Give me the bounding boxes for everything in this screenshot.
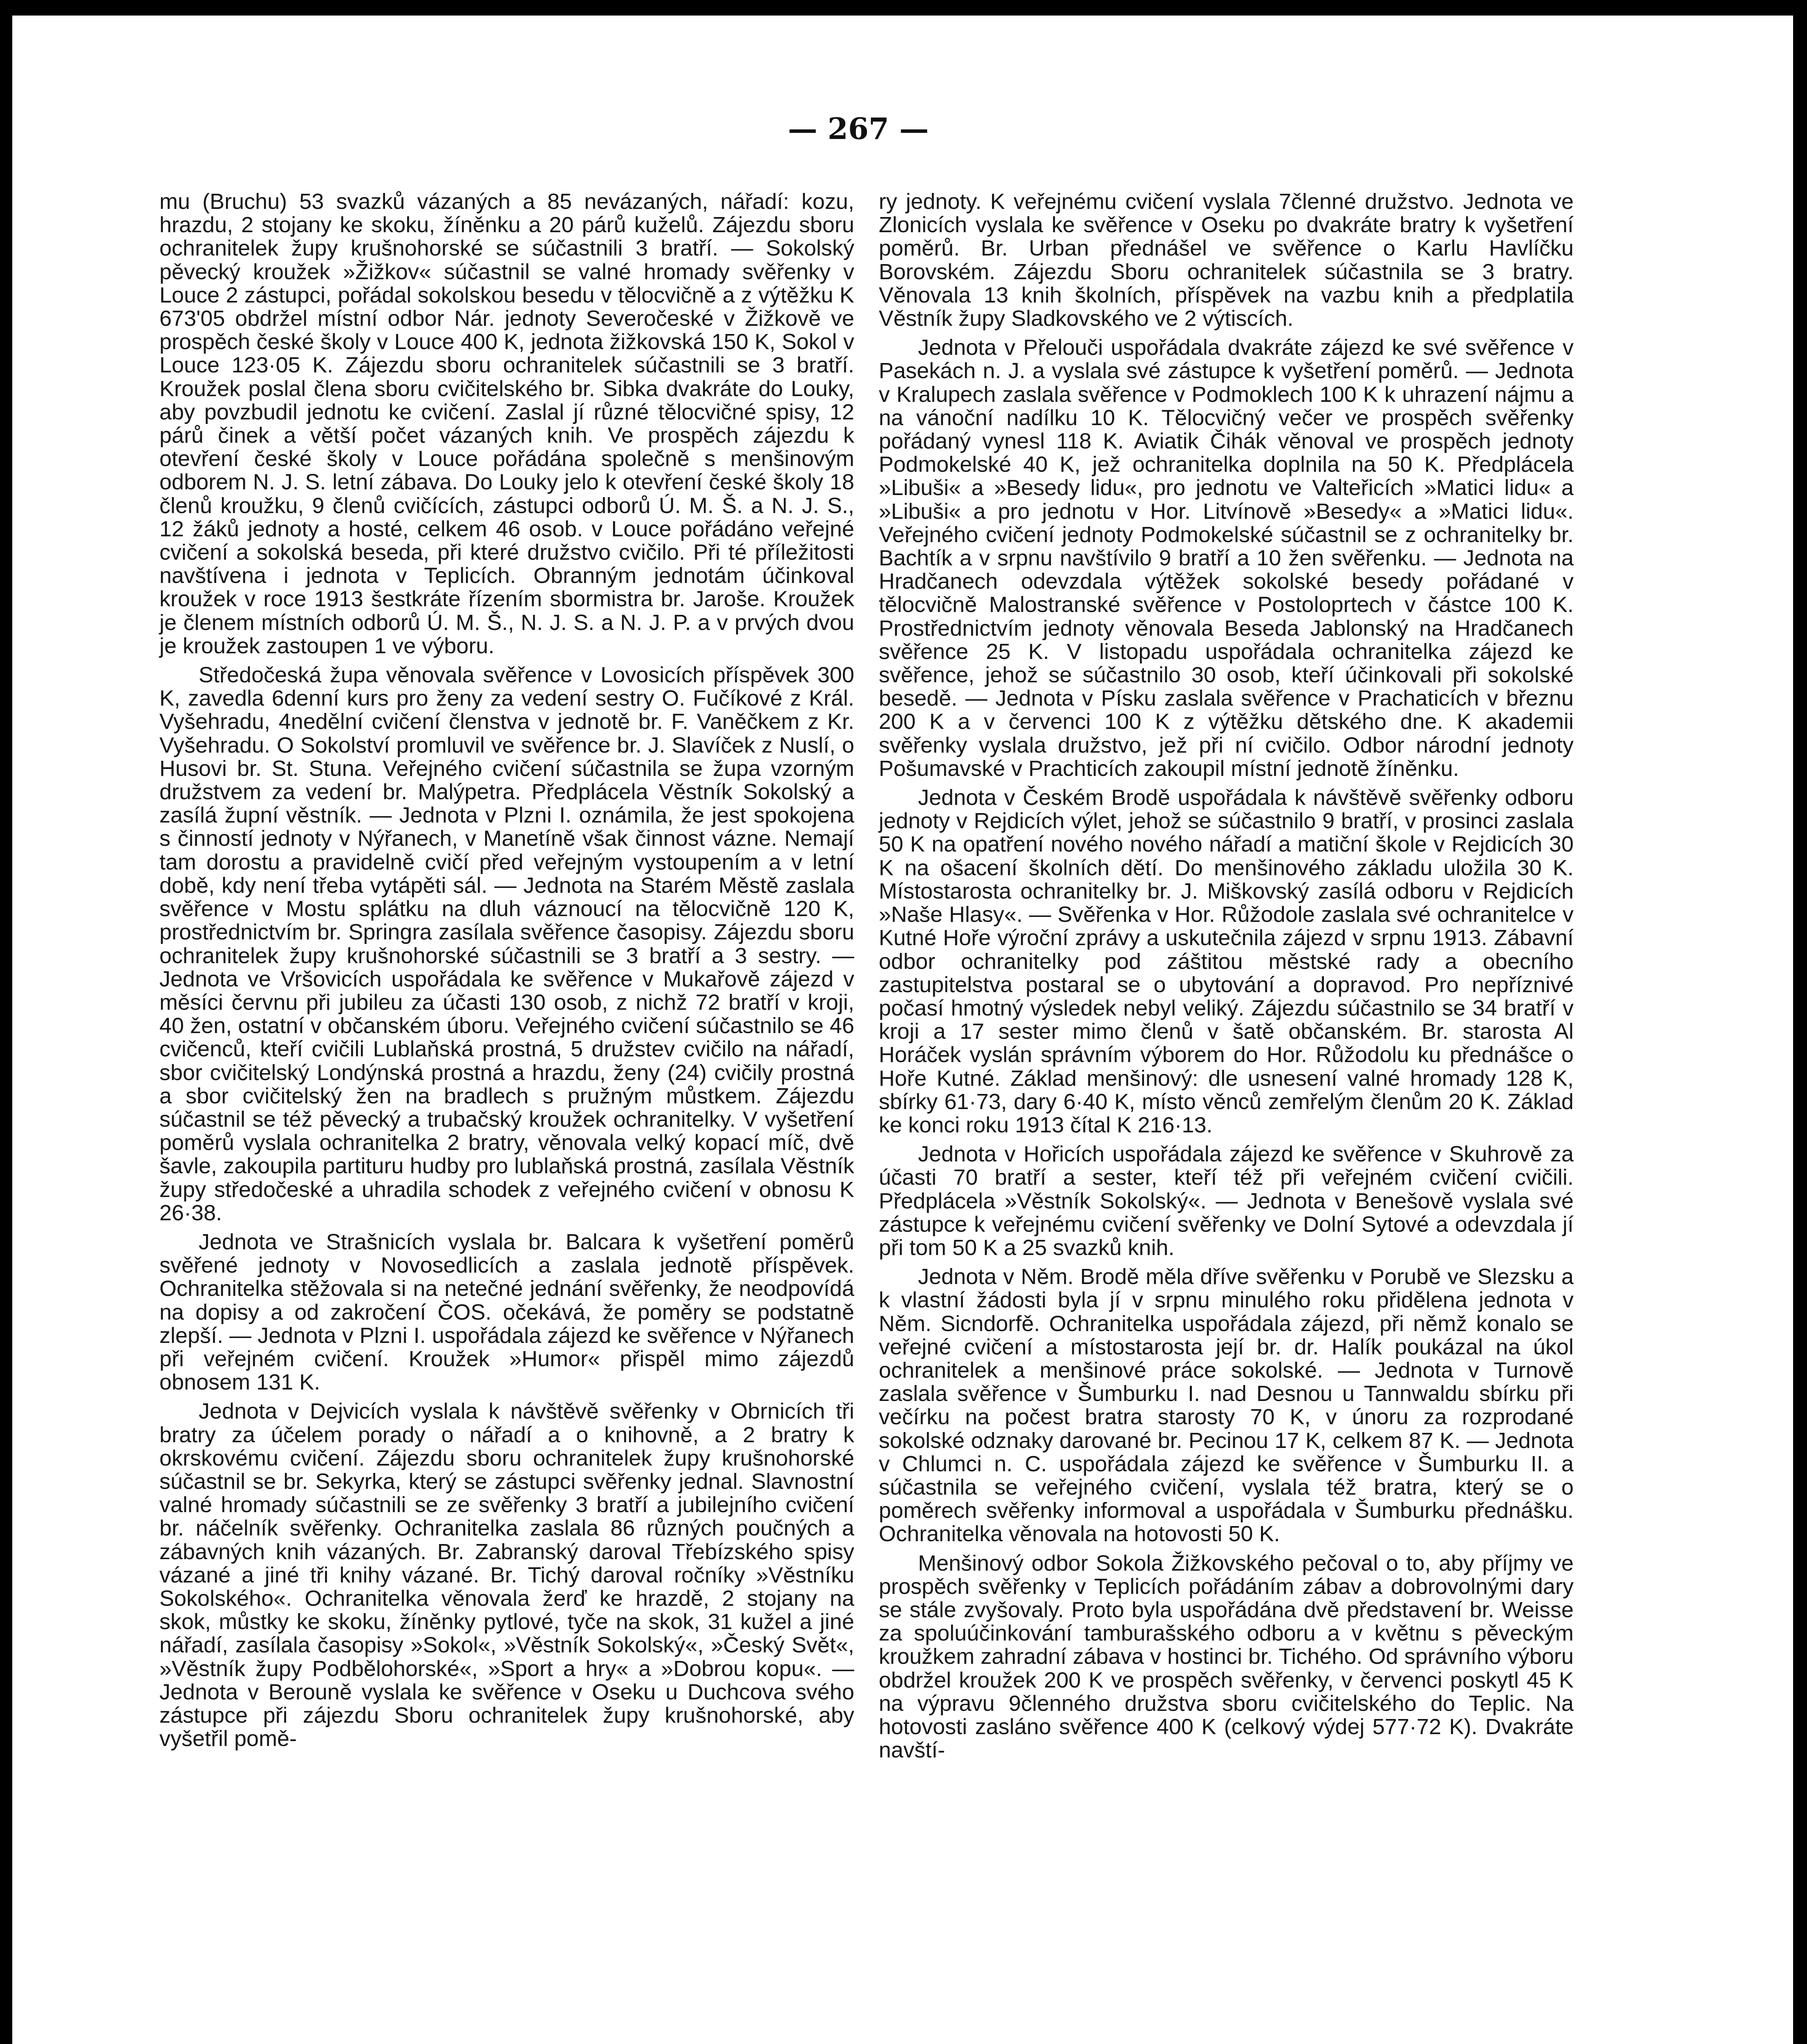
paragraph: mu (Bruchu) 53 svazků vázaných a 85 nevázaných, nářadí: kozu, hrazdu, 2 stojany ke skoku, žíněnku a 20 párů kuželů. Zájezdu sboru ochranitelek župy krušnohorské se súčastnili 3 bratří. — Sokolský pěvecký kroužek »Žižkov« súčastnil se valné hromady svěřenky v Louce 2 zástupci, pořádal sokolskou besedu v tělocvičně a z výtěžku K 673'05 obdržel místní odbor Nár. jednoty Severočeské v Žižkově ve prospěch české školy v Louce 400 K, jednota žižkovská 150 K, Sokol v Louce 123·05 K. Zájezdu sboru ochranitelek súčastnili se 3 bratří. Kroužek poslal člena sboru cvičitelského br. Sibka dvakráte do Louky, aby povzbudil jednotu ke cvičení. Zaslal jí různé tělocvičné spisy, 12 párů činek a větší počet vázaných knih. Ve prospěch zájezdu k otevření české školy v Louce pořádána společně s menšinovým odborem N. J. S. letní zábava. Do Louky jelo k otevření české školy 18 členů kroužku, 9 členů cvičících, zástupci odborů Ú. M. Š. a N. J. S., 12 žáků jednoty a hosté, celkem 46 osob. v Louce pořádáno veřejné cvičení a sokolská beseda, při které družstvo cvičilo. Při té příležitosti navštívena i jednota v Teplicích. Obranným jednotám účinkoval kroužek v roce 1913 šestkráte řízením sbormistra br. Jaroše. Kroužek je členem místních odborů Ú. M. Š., N. J. S. a N. J. P. a v prvých dvou je kroužek zastoupen 1 ve výboru. [159,189,854,658]
left-column [159,190,854,1756]
paragraph: Jednota v Hořicích uspořádala zájezd ke svěřence v Skuhrově za účasti 70 bratří a sester, kteří též při veřejném cvičení cvičili. Předplácela »Věstník Sokolský«. — Jednota v Benešově vyslala své zástupce k veřejnému cvičení svěřenky ve Dolní Sytové a odevzdala jí při tom 50 K a 25 svazků knih. [879,1142,1574,1260]
paragraph: Středočeská župa věnovala svěřence v Lovosicích příspěvek 300 K, zavedla 6denní kurs pro ženy za vedení sestry O. Fučíkové z Král. Vyšehradu, 4nedělní cvičení členstva v jednotě br. F. Vaněčkem z Kr. Vyšehradu. O Sokolství promluvil ve svěřence br. J. Slavíček z Nuslí, o Husovi br. St. Stuna. Veřejného cvičení súčastnila se župa vzorným družstvem za vedení br. Malýpetra. Předplácela Věstník Sokolský a zasílá župní věstník. — Jednota v Plzni I. oznámila, že jest spokojena s činností jednoty v Nýřanech, v Manetíně však činnost vázne. Nemají tam dorostu a pravidelně cvičí před veřejným vystoupením a v letní době, kdy není třeba vytápěti sál. — Jednota na Starém Městě zaslala svěřence v Mostu splátku na dluh váznoucí na tělocvičně 120 K, prostřednictvím br. Springra zasílala svěřence časopisy. Zájezdu sboru ochranitelek župy krušnohorské súčastnili se 3 bratří a 3 sestry. — Jednota ve Vršovicích uspořádala ke svěřence v Mukařově zájezd v měsíci červnu při jubileu za účasti 130 osob, z nichž 72 bratří v kroji, 40 žen, ostatní v občanském úboru. Veřejného cvičení súčastnilo se 46 cvičenců, kteří cvičili Lublaňská prostná, 5 družstev cvičilo na nářadí, sbor cvičitelský Londýnská prostná a hrazdu, ženy (24) cvičily prostná a sbor cvičitelský žen na bradlech s pružným můstkem. Zájezdu súčastnil se též pěvecký a trubačský kroužek ochranitelky. V vyšetření poměrů vyslala ochranitelka 2 bratry, věnovala velký kopací míč, dvě šavle, zakoupila partituru hudby pro lublaňská prostná, zasílala Věstník župy středočeské a uhradila schodek z veřejného cvičení v obnosu K 26·38. [159,663,854,1225]
paragraph: Jednota v Dejvicích vyslala k návštěvě svěřenky v Obrnicích tři bratry za účelem porady o nářadí a o knihovně, a 2 bratry k okrskovému cvičení. Zájezdu sboru ochranitelek župy krušnohorské súčastnil se br. Sekyrka, který se zástupci svěřenky jednal. Slavnostní valné hromady súčastnili se ze svěřenky 3 bratří a jubilejního cvičení br. náčelník svěřenky. Ochranitelka zaslala 86 různých poučných a zábavných knih vázaných. Br. Zabranský daroval Třebízského spisy vázané a jiné tři knihy vázané. Br. Tichý daroval ročníky »Věstníku Sokolského«. Ochranitelka věnovala žerď ke hrazdě, 2 stojany na skok, můstky ke skoku, žíněnky pytlové, tyče na skok, 31 kužel a jiné nářadí, zasílala časopisy »Sokol«, »Věstník Sokolský«, »Český Svět«, »Věstník župy Podbělohorské«, »Sport a hry« a »Dobrou kopu«. — Jednota v Berouně vyslala ke svěřence v Oseku u Duchcova svého zástupce při zájezdu Sboru ochranitelek župy krušnohorské, aby vyšetřil pomě- [159,1399,854,1751]
paragraph: Jednota ve Strašnicích vyslala br. Balcara k vyšetření poměrů svěřené jednoty v Novosedlicích a zaslala jednotě příspěvek. Ochranitelka stěžovala si na netečné jednání svěřenky, že neodpovídá na dopisy a od zakročení ČOS. očekává, že poměry se podstatně zlepší. — Jednota v Plzni I. uspořádala zájezd ke svěřence v Nýřanech při veřejném cvičení. Kroužek »Humor« přispěl mimo zájezdů obnosem 131 K. [159,1229,854,1395]
paragraph: Jednota v Přelouči uspořádala dvakráte zájezd ke své svěřence v Pasekách n. J. a vyslala své zástupce k vyšetření poměrů. — Jednota v Kralupech zaslala svěřence v Podmoklech 100 K k uhrazení nájmu a na vánoční nadílku 10 K. Tělocvičný večer ve prospěch svěřenky pořádaný vynesl 118 K. Aviatik Čihák věnoval ve prospěch jednoty Podmokelské 40 K, jež ochranitelka doplnila na 50 K. Předplácela »Libuši« a »Besedy lidu«, pro jednotu ve Valteřicích »Matici lidu« a »Libuši« a pro jednotu v Hor. Litvínově »Besedy« a »Matici lidu«. Veřejného cvičení jednoty Podmokelské súčastnil se z ochranitelky br. Bachtík a v srpnu navštívilo 9 bratří a 10 žen svěřenku. — Jednota na Hradčanech odevzdala výtěžek sokolské besedy pořádané v tělocvičně Malostranské svěřence v Postoloprtech v částce 100 K. Prostřednictvím jednoty věnovala Beseda Jablonský na Hradčanech svěřence 25 K. V listopadu uspořádala ochranitelka zájezd ke svěřence, jehož se súčastnilo 30 osob, kteří účinkovali při sokolské besedě. — Jednota v Písku zaslala svěřence v Prachaticích v březnu 200 K a v červenci 100 K z výtěžku dětského dne. K akademii svěřenky vyslala družstvo, jež při ní cvičilo. Odbor národní jednoty Pošumavské v Prachticích zakoupil místní jednotě žíněnku. [879,335,1574,781]
page-number: — 267 — [788,111,929,146]
paragraph: ry jednoty. K veřejnému cvičení vyslala 7členné družstvo. Jednota ve Zlonicích vyslala ke svěřence v Oseku po dvakráte bratry k vyšetření poměrů. Br. Urban přednášel ve svěřence o Karlu Havlíčku Borovském. Zájezdu Sboru ochranitelek súčastnila se 3 bratry. Věnovala 13 knih školních, příspěvek na vazbu knih a předplatila Věstník župy Sladkovského ve 2 výtiscích. [879,189,1574,331]
paragraph: Menšinový odbor Sokola Žižkovského pečoval o to, aby příjmy ve prospěch svěřenky v Teplicích pořádáním zábav a dobrovolnými dary se stále zvyšovaly. Proto byla uspořádána dvě představení br. Weisse za spoluúčinkování tamburašského odboru a v květnu s pěveckým kroužkem zahradní zábava v hostinci br. Tichého. Od správního výboru obdržel kroužek 200 K ve prospěch svěřenky, v červenci poskytl 45 K na výpravu 9členného družstva sboru cvičitelského do Teplic. Na hotovosti zasláno svěřence 400 K (celkový výdej 577·72 K). Dvakráte navští- [879,1551,1574,1763]
paragraph: Jednota v Něm. Brodě měla dříve svěřenku v Porubě ve Slezsku a k vlastní žádosti byla jí v srpnu minulého roku přidělena jednota v Něm. Sicndorfě. Ochranitelka uspořádala zájezd, při němž konalo se veřejné cvičení a místostarosta její br. dr. Halík poukázal na úkol ochranitelek a menšinové práce sokolské. — Jednota v Turnově zaslala svěřence v Šumburku I. nad Desnou u Tannwaldu sbírku při večírku na počest bratra starosty 70 K, v únoru za rozprodané sokolské odznaky darované br. Pecinou 17 K, celkem 87 K. — Jednota v Chlumci n. C. uspořádala zájezd ke svěřence v Šumburku II. a súčastnila se veřejného cvičení, vyslala též bratra, který se o poměrech svěřenky informoval a uspořádala v Šumburku přednášku. Ochranitelka věnovala na hotovosti 50 K. [879,1264,1574,1546]
paragraph: Jednota v Českém Brodě uspořádala k návštěvě svěřenky odboru jednoty v Rejdicích výlet, jehož se súčastnilo 9 bratří, v prosinci zaslala 50 K na opatření nového nového nářadí a matiční škole v Rejdicích 30 K na ošacení školních dětí. Do menšinového základu uložila 30 K. Místostarosta ochranitelky br. J. Miškovský zasílá odboru v Rejdicích »Naše Hlasy«. — Svěřenka v Hor. Růžodole zaslala své ochranitelce v Kutné Hoře výroční zprávy a uskutečnila zájezd v srpnu 1913. Zábavní odbor ochranitelky pod záštitou městské rady a obecního zastupitelstva postaral se o ubytování a dopravod. Pro nepříznivé počasí hmotný výsledek nebyl veliký. Zájezdu súčastnilo se 34 bratří v kroji a 17 sester mimo členů v šatě občanském. Br. starosta Al Horáček vyslán správním výborem do Hor. Růžodolu ku přednášce o Hoře Kutné. Základ menšinový: dle usnesení valné hromady 128 K, sbírky 61·73, dary 6·40 K, místo věnců zemřelým členům 20 K. Základ ke konci roku 1913 čítal K 216·13. [879,785,1574,1137]
scan-border-top [0,0,1807,16]
right-column [879,190,1574,1768]
scan-border-left [0,0,12,2044]
scan-border-right [1793,0,1807,2044]
